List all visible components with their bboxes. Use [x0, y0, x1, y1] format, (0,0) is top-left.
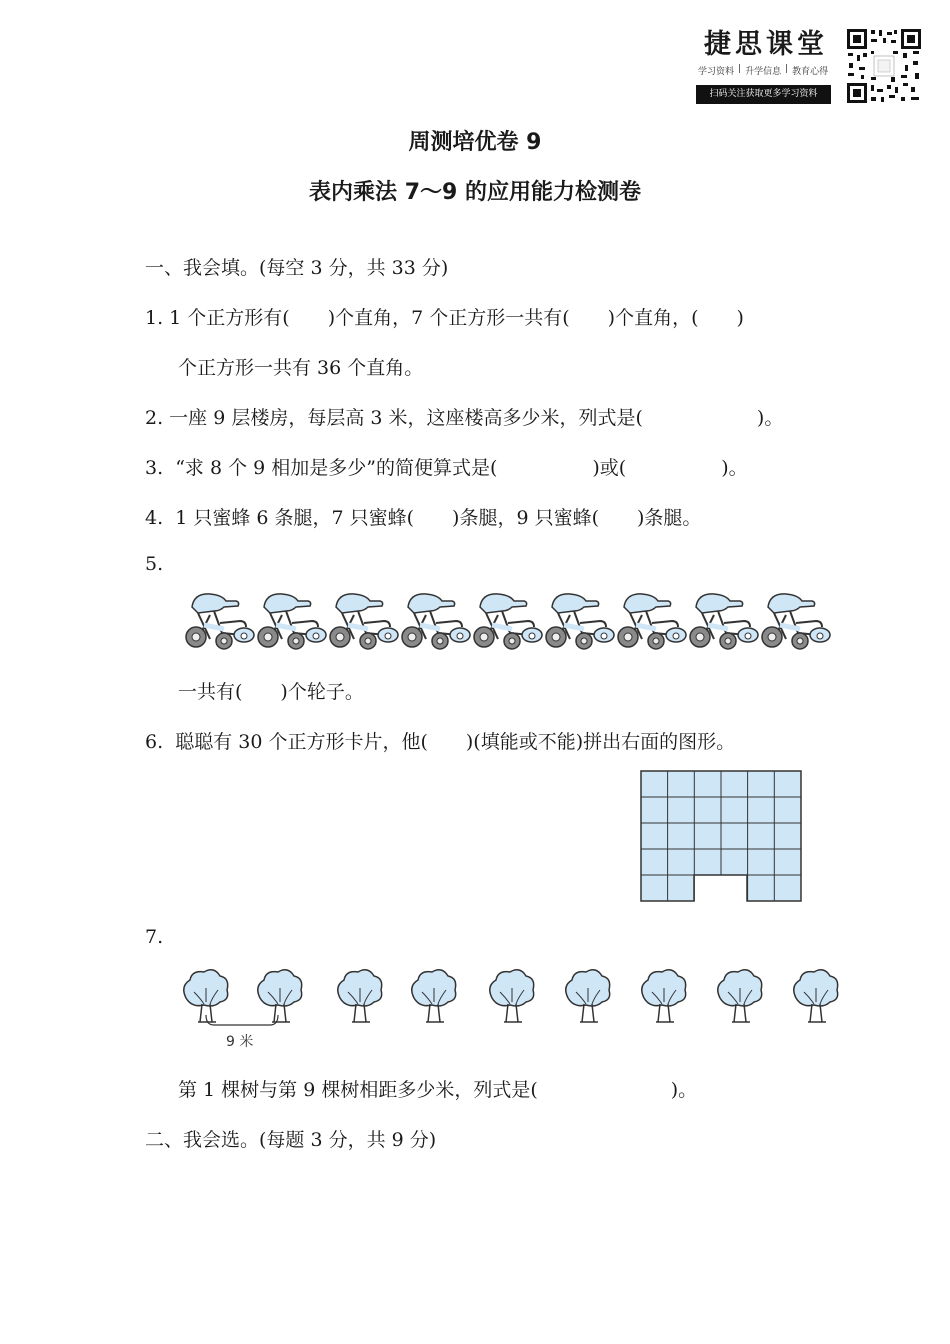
brand-bar: 扫码关注获取更多学习资料 [696, 85, 831, 104]
brand-tag: 学习资料 [698, 67, 735, 77]
tricycle-row [180, 585, 840, 660]
brand-tag: 教育心得 [792, 67, 829, 77]
page-title: 周测培优卷 9 [408, 130, 542, 155]
distance-label: 9 米 [226, 1034, 254, 1050]
question-2: 2. 一座 9 层楼房，每层高 3 米，这座楼高多少米，列式是( )。 [145, 407, 784, 429]
question-5-answer: 一共有( )个轮子。 [178, 681, 364, 703]
question-5-number: 5. [145, 553, 164, 575]
brand-tags: 学习资料 | 升学信息 | 教育心得 [698, 64, 829, 77]
section-heading: 二、我会选。(每题 3 分，共 9 分) [145, 1129, 437, 1151]
question-3: 3. “求 8 个 9 相加是多少”的简便算式是( )或( )。 [145, 457, 748, 479]
question-1-line-2: 个正方形一共有 36 个直角。 [178, 357, 424, 379]
section-heading: 一、我会填。(每空 3 分，共 33 分) [145, 257, 449, 279]
distance-bracket [200, 1013, 285, 1033]
qr-code-icon[interactable] [845, 27, 923, 105]
brand-logo-text: 捷思课堂 [704, 29, 828, 60]
page-subtitle: 表内乘法 7～9 的应用能力检测卷 [309, 180, 641, 205]
question-1-line-1: 1. 1 个正方形有( )个直角，7 个正方形一共有( )个直角，( ) [145, 307, 744, 329]
square-grid-figure [640, 770, 802, 904]
question-4: 4. 1 只蜜蜂 6 条腿，7 只蜜蜂( )条腿，9 只蜜蜂( )条腿。 [145, 507, 702, 529]
question-7-answer: 第 1 棵树与第 9 棵树相距多少米，列式是( )。 [178, 1079, 698, 1101]
question-7-number: 7. [145, 926, 164, 948]
brand-tag: 升学信息 [745, 67, 782, 77]
question-6: 6. 聪聪有 30 个正方形卡片，他( )(填能或不能)拼出右面的图形。 [145, 731, 736, 753]
